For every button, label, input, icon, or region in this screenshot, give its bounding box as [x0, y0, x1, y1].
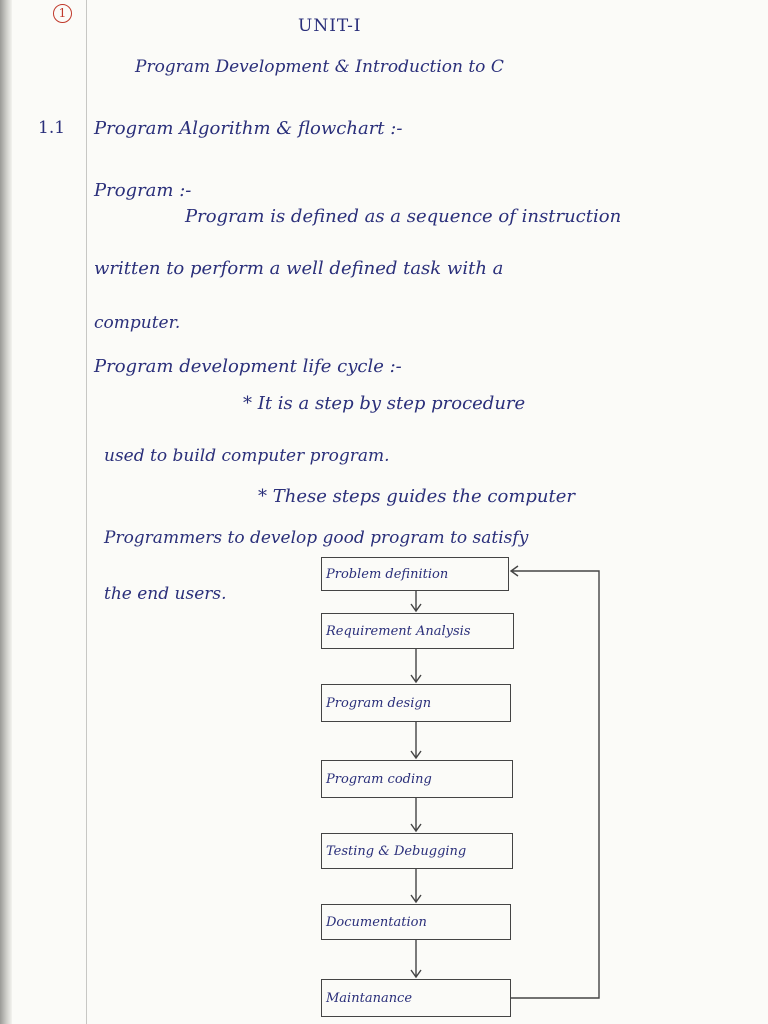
section-number: 1.1	[38, 118, 66, 138]
arrow-down-5	[411, 869, 421, 902]
flowchart-step-requirement-analysis: Requirement Analysis	[321, 613, 514, 649]
flowchart-step-documentation: Documentation	[321, 904, 511, 940]
section-title: Program Algorithm & flowchart :-	[94, 118, 403, 139]
program-definition-line: Program is defined as a sequence of instruction	[185, 206, 622, 227]
unit-title: UNIT-I	[298, 16, 362, 36]
flowchart-step-problem-definition: Problem definition	[321, 557, 509, 591]
pdlc-bullet-line: the end users.	[104, 584, 227, 604]
flowchart-step-testing-debugging: Testing & Debugging	[321, 833, 513, 869]
flowchart-step-maintanance: Maintanance	[321, 979, 511, 1017]
feedback-loop-arrow	[511, 566, 599, 998]
arrow-down-2	[411, 649, 421, 682]
pdlc-bullet-line: * It is a step by step procedure	[243, 393, 526, 414]
arrow-down-1	[411, 591, 421, 611]
program-heading: Program :-	[94, 180, 192, 201]
pdlc-bullet-line: Programmers to develop good program to satisfy	[104, 528, 529, 548]
arrow-down-3	[411, 722, 421, 758]
pdlc-bullet-line: * These steps guides the computer	[258, 486, 575, 507]
flowchart-step-program-design: Program design	[321, 684, 511, 722]
page-number-circle: 1	[53, 4, 72, 23]
pdlc-heading: Program development life cycle :-	[94, 356, 402, 377]
arrow-down-4	[411, 798, 421, 831]
program-definition-line: computer.	[94, 313, 181, 333]
arrow-down-6	[411, 940, 421, 977]
chapter-title: Program Development & Introduction to C	[135, 57, 504, 77]
program-definition-line: written to perform a well defined task with a	[94, 258, 504, 279]
flowchart-step-program-coding: Program coding	[321, 760, 513, 798]
pdlc-bullet-line: used to build computer program.	[104, 446, 390, 466]
